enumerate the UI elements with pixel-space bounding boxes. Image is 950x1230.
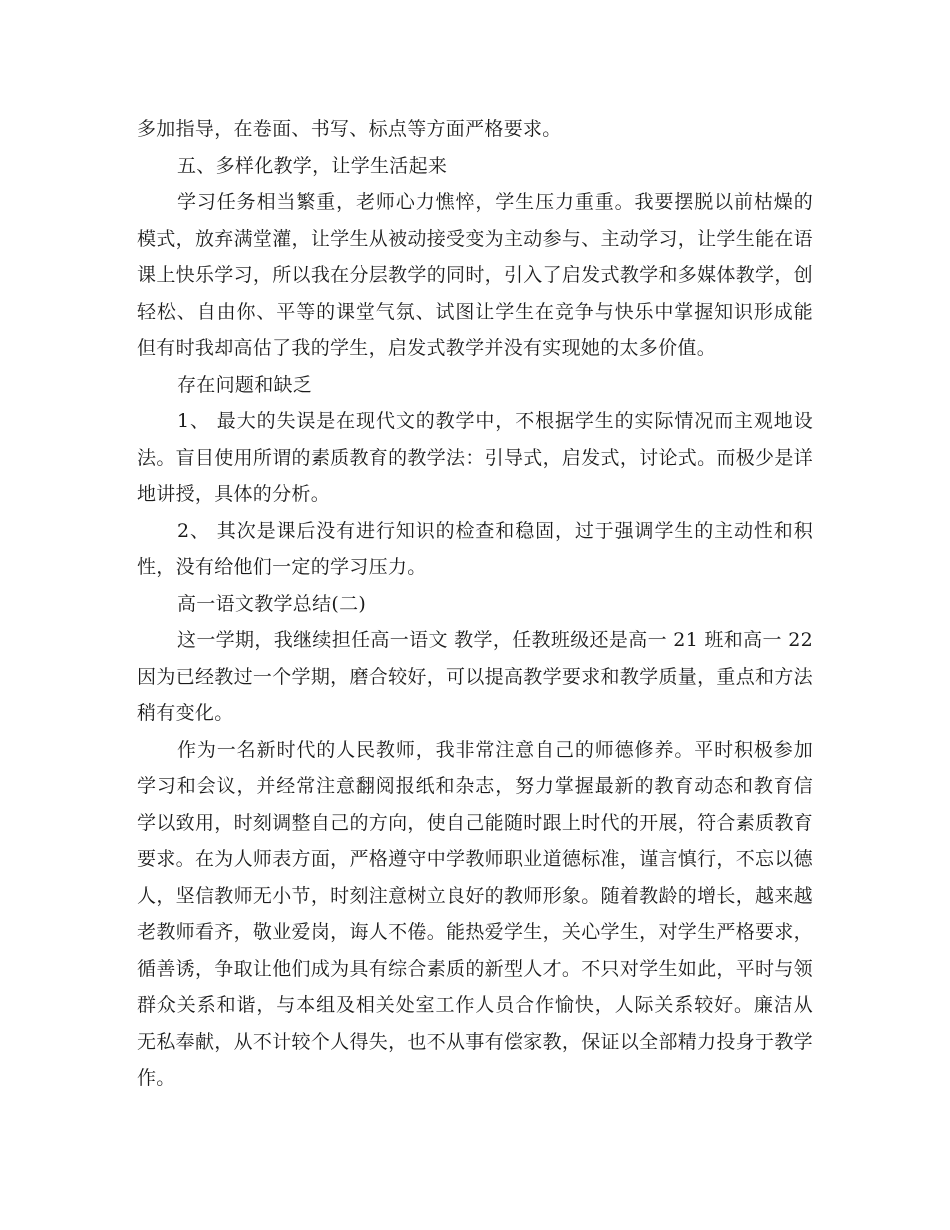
text-line: 群众关系和谐，与本组及相关处室工作人员合作愉快，人际关系较好。廉洁从	[137, 994, 813, 1016]
text-line: 这一学期，我继续担任高一语文 教学，任教班级还是高一 21 班和高一 22	[177, 629, 813, 651]
paragraph-semester-intro	[137, 622, 813, 732]
text-line: 模式，放弃满堂灌，让学生从被动接受变为主动参与、主动学习，让学生能在语	[137, 227, 813, 250]
text-line: 但有时我却高估了我的学生，启发式教学并没有实现她的太多价值。	[137, 337, 717, 359]
text-line: 课上快乐学习，所以我在分层教学的同时，引入了启发式教学和多媒体教学，创	[137, 264, 813, 286]
text-line: 五、多样化教学，让学生活起来	[177, 154, 448, 177]
paragraph-problem-2	[137, 513, 813, 586]
paragraph-teaching-methods	[137, 184, 813, 367]
text-line: 性，没有给他们一定的学习压力。	[137, 556, 427, 578]
section-heading-summary-two	[137, 586, 813, 623]
text-line: 高一语文教学总结(二)	[177, 592, 367, 615]
text-line: 1、 最大的失误是在现代文的教学中，不根据学生的实际情况而主观地设	[177, 410, 813, 432]
text-line: 存在问题和缺乏	[177, 373, 313, 396]
text-line: 人，坚信教师无小节，时刻注意树立良好的教师形象。随着教龄的增长，越来越	[137, 884, 813, 907]
text-line: 地讲授，具体的分析。	[137, 483, 331, 505]
text-line: 轻松、自由你、平等的课堂气氛、试图让学生在竞争与快乐中掌握知识形成能	[137, 300, 813, 323]
paragraph-teacher-ethics	[137, 732, 813, 1097]
text-line: 作为一名新时代的人民教师，我非常注意自己的师德修养。平时积极参加	[177, 738, 813, 761]
text-line: 要求。在为人师表方面，严格遵守中学教师职业道德标准，谨言慎行，不忘以德	[137, 848, 813, 870]
section-heading-diversified-teaching	[137, 148, 813, 185]
text-line: 学习和会议，并经常注意翻阅报纸和杂志，努力掌握最新的教育动态和教育信	[137, 775, 813, 797]
paragraph-problem-1	[137, 403, 813, 513]
text-line: 循善诱，争取让他们成为具有综合素质的新型人才。不只对学生如此，平时与领	[137, 957, 813, 980]
text-line: 学习任务相当繁重，老师心力憔悴，学生压力重重。我要摆脱以前枯燥的	[177, 191, 813, 213]
text-line: 老教师看齐，敬业爱岗，诲人不倦。能热爱学生，关心学生，对学生严格要求，	[137, 921, 813, 943]
text-line: 因为已经教过一个学期，磨合较好，可以提高教学要求和教学质量，重点和方法	[137, 665, 813, 688]
text-line: 稍有变化。	[137, 702, 234, 724]
document-body	[137, 111, 813, 1097]
text-line: 2、 其次是课后没有进行知识的检查和稳固，过于强调学生的主动性和积	[177, 519, 813, 542]
text-line: 学以致用，时刻调整自己的方向，使自己能随时跟上时代的开展，符合素质教育	[137, 811, 813, 834]
text-line: 法。盲目使用所谓的素质教育的教学法：引导式，启发式，讨论式。而极少是详	[137, 446, 813, 469]
text-line: 无私奉献，从不计较个人得失，也不从事有偿家教，保证以全部精力投身于教学	[137, 1030, 813, 1053]
paragraph-continuation	[137, 111, 813, 148]
text-line: 多加指导，在卷面、书写、标点等方面严格要求。	[137, 118, 562, 140]
text-line: 作。	[137, 1067, 176, 1089]
section-heading-problems	[137, 367, 813, 404]
